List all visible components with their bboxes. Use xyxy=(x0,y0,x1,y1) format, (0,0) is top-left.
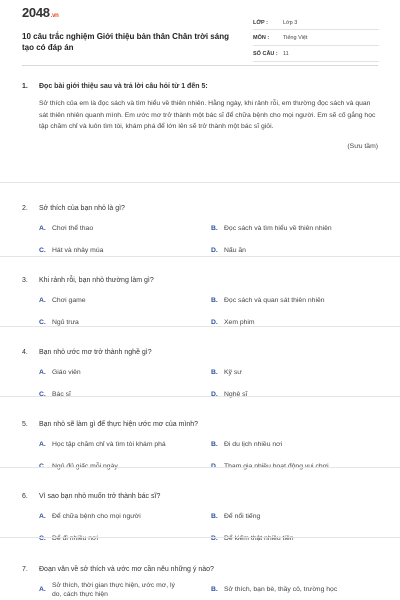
option-text: Đi du lịch nhiều nơi xyxy=(224,441,283,448)
question-text: Đọc bài giới thiệu sau và trả lời câu hỏi từ 1 đến 5: xyxy=(39,83,208,90)
option-a[interactable] xyxy=(39,441,211,450)
reading-passage xyxy=(39,98,378,152)
option-letter: C. xyxy=(39,318,46,326)
question-header xyxy=(22,276,378,285)
option-letter: D. xyxy=(211,390,218,398)
question-text: Sở thích của bạn nhỏ là gì? xyxy=(39,205,125,212)
option-c[interactable] xyxy=(39,391,211,400)
option-b[interactable] xyxy=(211,297,391,306)
meta-row-grade xyxy=(253,16,379,30)
divider xyxy=(0,256,400,257)
option-letter: B. xyxy=(211,297,218,304)
option-text: Để nổi tiếng xyxy=(224,513,261,520)
meta-row-count xyxy=(253,46,379,62)
option-text: Kỹ sư xyxy=(224,369,242,376)
option-letter: B. xyxy=(211,225,218,232)
option-c[interactable] xyxy=(39,247,211,256)
meta-value: Tiếng Việt xyxy=(283,34,308,41)
question-text: Khi rảnh rỗi, bạn nhỏ thường làm gì? xyxy=(39,277,154,284)
option-b[interactable] xyxy=(211,369,391,378)
option-text: Học tập chăm chỉ và tìm tòi khám phá xyxy=(52,441,166,448)
answer-options xyxy=(39,582,378,599)
question-text: Vì sao bạn nhỏ muốn trở thành bác sĩ? xyxy=(39,493,161,500)
option-letter: A. xyxy=(39,513,46,520)
question-number: 5. xyxy=(22,421,28,428)
answer-options xyxy=(39,369,378,399)
logo-suffix: .vn xyxy=(50,13,59,19)
option-d[interactable] xyxy=(211,247,391,256)
option-letter: D. xyxy=(211,246,218,254)
question-text: Bạn nhỏ ước mơ trở thành nghề gì? xyxy=(39,349,152,356)
divider xyxy=(0,396,400,397)
option-letter: C. xyxy=(39,390,46,398)
question-number: 4. xyxy=(22,349,28,356)
question-2 xyxy=(22,204,378,269)
question-1 xyxy=(22,82,378,192)
divider xyxy=(0,326,400,327)
option-d[interactable] xyxy=(211,535,391,544)
option-text: Chơi game xyxy=(52,297,86,304)
option-letter: C. xyxy=(39,246,46,254)
question-header xyxy=(22,348,378,357)
option-letter: A. xyxy=(39,441,46,448)
meta-value: Lớp 3 xyxy=(283,19,298,26)
option-d[interactable] xyxy=(211,391,391,400)
divider xyxy=(0,182,400,183)
option-c[interactable] xyxy=(39,535,211,544)
option-text: Tham gia nhiều hoạt động vui chơi xyxy=(224,462,329,470)
question-header xyxy=(22,204,378,213)
option-text: Đọc sách và quan sát thiên nhiên xyxy=(224,297,325,304)
question-header xyxy=(22,565,378,574)
option-b[interactable] xyxy=(211,225,391,234)
option-a[interactable] xyxy=(39,369,211,378)
option-text: Để chữa bệnh cho mọi người xyxy=(52,513,141,520)
option-a[interactable] xyxy=(39,297,211,306)
logo-main: 2048 xyxy=(22,5,50,20)
option-text: Chơi thể thao xyxy=(52,225,94,232)
answer-options xyxy=(39,297,378,327)
option-letter: B. xyxy=(211,369,218,376)
document-title: 10 câu trắc nghiệm Giới thiệu bản thân Chân trời sáng tạo có đáp án xyxy=(22,32,229,52)
option-letter: B. xyxy=(211,441,218,448)
question-number: 1. xyxy=(22,83,28,90)
option-a[interactable] xyxy=(39,582,211,599)
option-a[interactable] xyxy=(39,513,211,522)
option-letter: D. xyxy=(211,462,218,470)
answer-options xyxy=(39,513,378,543)
header xyxy=(22,0,378,66)
option-text: Để kiếm thật nhiều tiền xyxy=(224,534,294,542)
option-text: Nghệ sĩ xyxy=(224,390,248,398)
option-b[interactable] xyxy=(211,513,391,522)
divider xyxy=(0,537,400,538)
option-text: Ngủ đủ giấc mỗi ngày xyxy=(52,462,118,470)
question-7 xyxy=(22,565,378,600)
option-letter: A. xyxy=(39,369,46,376)
question-header xyxy=(22,82,378,91)
question-number: 7. xyxy=(22,566,28,573)
question-header xyxy=(22,492,378,501)
option-text: Đọc sách và tìm hiểu về thiên nhiên xyxy=(224,225,332,232)
question-5 xyxy=(22,420,378,485)
option-text: Giáo viên xyxy=(52,369,81,376)
option-text: Để đi nhiều nơi xyxy=(52,534,99,542)
question-number: 6. xyxy=(22,493,28,500)
option-letter: D. xyxy=(211,534,218,542)
option-letter: C. xyxy=(39,534,46,542)
question-3 xyxy=(22,276,378,341)
option-letter: C. xyxy=(39,462,46,470)
question-text: Bạn nhỏ sẽ làm gì để thực hiện ước mơ của mình? xyxy=(39,421,199,428)
option-text: Ngủ trưa xyxy=(52,318,79,326)
option-text: Hát và nhảy múa xyxy=(52,246,104,254)
question-text: Đoạn văn về sở thích và ước mơ cần nêu những ý nào? xyxy=(39,566,214,573)
meta-value: 11 xyxy=(283,50,289,57)
answer-options xyxy=(39,225,378,255)
option-letter: A. xyxy=(39,225,46,232)
option-letter: A. xyxy=(39,586,46,594)
passage-text: Sở thích của em là đọc sách và tìm hiểu về thiên nhiên. Hằng ngày, khi rảnh rỗi, em thường đọc sách và quan sát thiên nhiên quanh mình. Em ước mơ trở thành một bác sĩ để chữa bệnh cho mọi người. Em sẽ cố gắng học tập chăm chỉ và luôn tìm tòi, khám phá để lớn lên sẽ trở thành một bác sĩ giỏi. xyxy=(39,100,376,130)
divider xyxy=(0,467,400,468)
question-4 xyxy=(22,348,378,413)
option-letter: A. xyxy=(39,297,46,304)
option-b[interactable] xyxy=(211,441,391,450)
meta-label: SỐ CÂU : xyxy=(253,50,278,57)
question-number: 2. xyxy=(22,205,28,212)
option-letter: B. xyxy=(211,586,218,594)
question-6 xyxy=(22,492,378,557)
document-meta xyxy=(253,16,379,62)
question-number: 3. xyxy=(22,277,28,284)
passage-source: (Sưu tầm) xyxy=(347,142,378,150)
option-b[interactable] xyxy=(211,582,391,599)
option-text: Bác sĩ xyxy=(52,390,71,398)
option-letter: D. xyxy=(211,318,218,326)
meta-label: LỚP : xyxy=(253,19,268,26)
meta-label: MÔN : xyxy=(253,34,270,41)
option-text: Xem phim xyxy=(224,318,255,326)
option-text: Nấu ăn xyxy=(224,246,246,254)
option-text: Sở thích, bạn bè, thầy cô, trường học xyxy=(224,586,338,594)
meta-row-subject xyxy=(253,30,379,46)
option-a[interactable] xyxy=(39,225,211,234)
site-logo[interactable] xyxy=(22,5,59,20)
option-letter: B. xyxy=(211,513,218,520)
option-text: Sở thích, thời gian thực hiện, ước mơ, lý do, cách thực hiện xyxy=(52,582,175,598)
question-header xyxy=(22,420,378,429)
